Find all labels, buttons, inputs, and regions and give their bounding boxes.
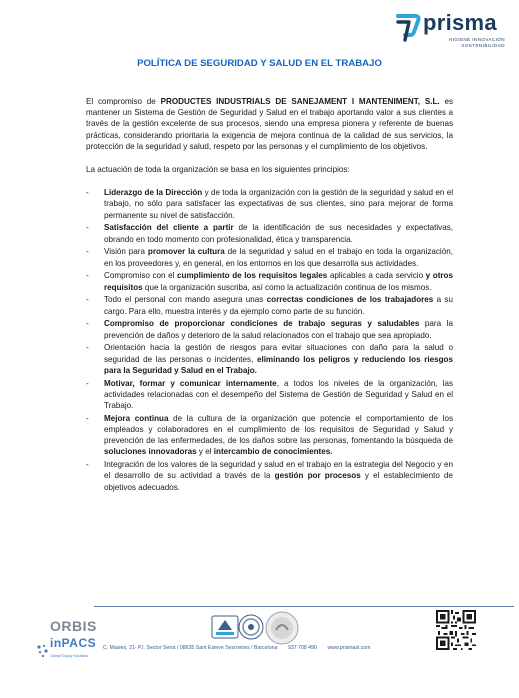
inpacs-name: inPACS — [50, 636, 97, 650]
principle-text: que la organización suscriba, así como la actualización continua de los mismos. — [142, 282, 432, 292]
principle-text: a su cargo. Para ello, muestra interés y da ejemplo como parte de su función. — [104, 295, 453, 316]
document-body — [86, 96, 453, 494]
principle-emphasis: gestión por procesos — [274, 471, 361, 481]
principle-text: aplicables a cada servicio — [327, 271, 426, 281]
principle-item — [86, 270, 453, 292]
principle-emphasis: correctas condiciones de los trabajadores — [266, 295, 434, 305]
intro-text-pre: El compromiso de — [86, 97, 161, 106]
principle-emphasis: y otros requisitos — [104, 271, 453, 292]
bullet-dash: - — [86, 295, 89, 305]
principle-item — [86, 378, 453, 412]
principle-text: Todo el personal con mando asegura unas — [104, 295, 267, 305]
principle-text: Visión para — [104, 247, 148, 257]
principle-emphasis: Liderazgo de la Dirección — [104, 188, 203, 198]
principle-text: y de toda la organización con la gestión de la seguridad y salud en el trabajo, no sólo para satisfacer las expectativas de sus clientes, sino para mejorar de forma permanente su nivel de satisfacción. — [104, 188, 453, 220]
bullet-dash: - — [86, 223, 89, 233]
principle-item — [86, 318, 453, 340]
brand-tagline-1: HIGIENE INNOVACIÓN — [448, 37, 505, 42]
document-title: POLÍTICA DE SEGURIDAD Y SALUD EN EL TRABAJO — [137, 58, 382, 69]
principle-text: , a todos los niveles de la organización, las actividades relacionadas con el desempeño del Sistema de Gestión de Seguridad y Salud en el Trabajo. — [104, 378, 453, 411]
bullet-dash: - — [86, 319, 89, 329]
principle-text: de la cultura de la organización que potencie el comportamiento de los empleados y colaboradores en el cumplimiento de los requisitos de Seguridad y Salud y prevención de las enfermedades, de los daños sobre las personas, fomentando la búsqueda de — [104, 413, 454, 446]
bullet-dash: - — [86, 188, 89, 198]
principle-item — [86, 187, 453, 221]
orbis-logo — [30, 618, 100, 664]
principle-emphasis: Mejora continua — [104, 413, 169, 423]
principle-emphasis: eliminando los peligros y reduciendo los riesgos para la Seguridad y Salud en el Trabajo. — [104, 354, 453, 375]
principle-emphasis: Satisfacción del cliente a partir — [104, 223, 234, 233]
bullet-dash: - — [86, 413, 89, 423]
company-name: PRODUCTES INDUSTRIALS DE SANEJAMENT I MANTENIMENT, S.L. — [160, 97, 440, 106]
principle-emphasis: Motivar, formar y comunicar internamente — [104, 378, 277, 388]
principle-emphasis: intercambio de conocimientes. — [213, 447, 333, 457]
ecovadis-badge-icon — [264, 610, 300, 646]
principle-text: Compromiso con el — [104, 271, 177, 281]
qr-code-icon — [436, 610, 476, 650]
principle-text: y el establecimiento de objetivos adecuados. — [104, 471, 453, 492]
principle-item — [86, 294, 453, 316]
bullet-dash: - — [86, 247, 89, 257]
principle-text: para la prevención de daños y deterioro de la salud relacionados con el trabajo que sea apropiado. — [104, 319, 454, 340]
principle-text: de la seguridad y salud en el trabajo en toda la organización, en los proveedores y, en general, en los entornos en los que desarrolla sus actividades. — [104, 247, 453, 268]
principle-item — [86, 459, 453, 493]
principle-emphasis: Compromiso de proporcionar condiciones de trabajo seguras y saludables — [104, 319, 420, 329]
principle-text: Orientación hacia la gestión de riesgos para evitar situaciones con daño para la salud o seguridad de las personas o incidentes, — [104, 343, 453, 364]
orbis-dots-icon — [36, 644, 50, 658]
principle-emphasis: cumplimiento de los requisitos legales — [177, 271, 328, 281]
principle-text: de la identificación de sus necesidades y expectativas, obrando en todo momento con profesionalidad, ética y transparencia. — [104, 223, 454, 244]
bullet-dash: - — [86, 271, 89, 281]
footer-divider — [94, 606, 514, 607]
principle-emphasis: soluciones innovadoras — [104, 447, 197, 457]
principle-item — [86, 246, 453, 268]
principle-text: y el — [196, 447, 214, 457]
bullet-dash: - — [86, 460, 89, 470]
quality-seal-icon — [236, 612, 266, 642]
intro-paragraph — [86, 96, 453, 152]
principles-list — [86, 187, 453, 493]
principle-text: Integración de los valores de la seguridad y salud en el trabajo en la estrategia del Negocio y en el desarrollo de su actividad a través de la — [104, 460, 453, 481]
orbis-tagline: Global Supply Solutions — [50, 654, 89, 658]
footer-contact — [103, 645, 433, 651]
brand-tagline-2: SOSTENIBILIDAD — [461, 43, 505, 48]
bullet-dash: - — [86, 378, 89, 388]
principle-item — [86, 413, 453, 458]
intro-text-post: es mantener un Sistema de Gestión de Seguridad y Salud en el trabajo aportando valor a sus clientes a través de la gestión excelente de sus procesos, siendo una empresa pionera y referente de buenas prácticas, considerando prioritaria la exigencia de mejora continua de la calidad de sus servicios, la protección de la seguridad y salud, respeto por las personas y el cumplimiento de los objetivos. — [86, 97, 453, 151]
prisma-logo — [395, 10, 507, 58]
principle-item — [86, 342, 453, 376]
principle-emphasis: promover la cultura — [147, 247, 225, 257]
footer-phone: 937 708 490 — [288, 645, 317, 651]
orbis-name: ORBIS — [50, 618, 97, 634]
bullet-dash: - — [86, 343, 89, 353]
prisma-logo-mark-icon — [395, 12, 421, 42]
principle-item — [86, 222, 453, 244]
footer-address: C. Masies, 21- P.I. Sector Serra / 08635 Sant Esteve Sesrovires / Barcelona — [103, 645, 278, 651]
principles-lead: La actuación de toda la organización se basa en los siguientes principios: — [86, 165, 350, 175]
brand-name: prisma — [423, 10, 497, 35]
footer-website-link[interactable]: www.prismasl.com — [327, 645, 371, 651]
